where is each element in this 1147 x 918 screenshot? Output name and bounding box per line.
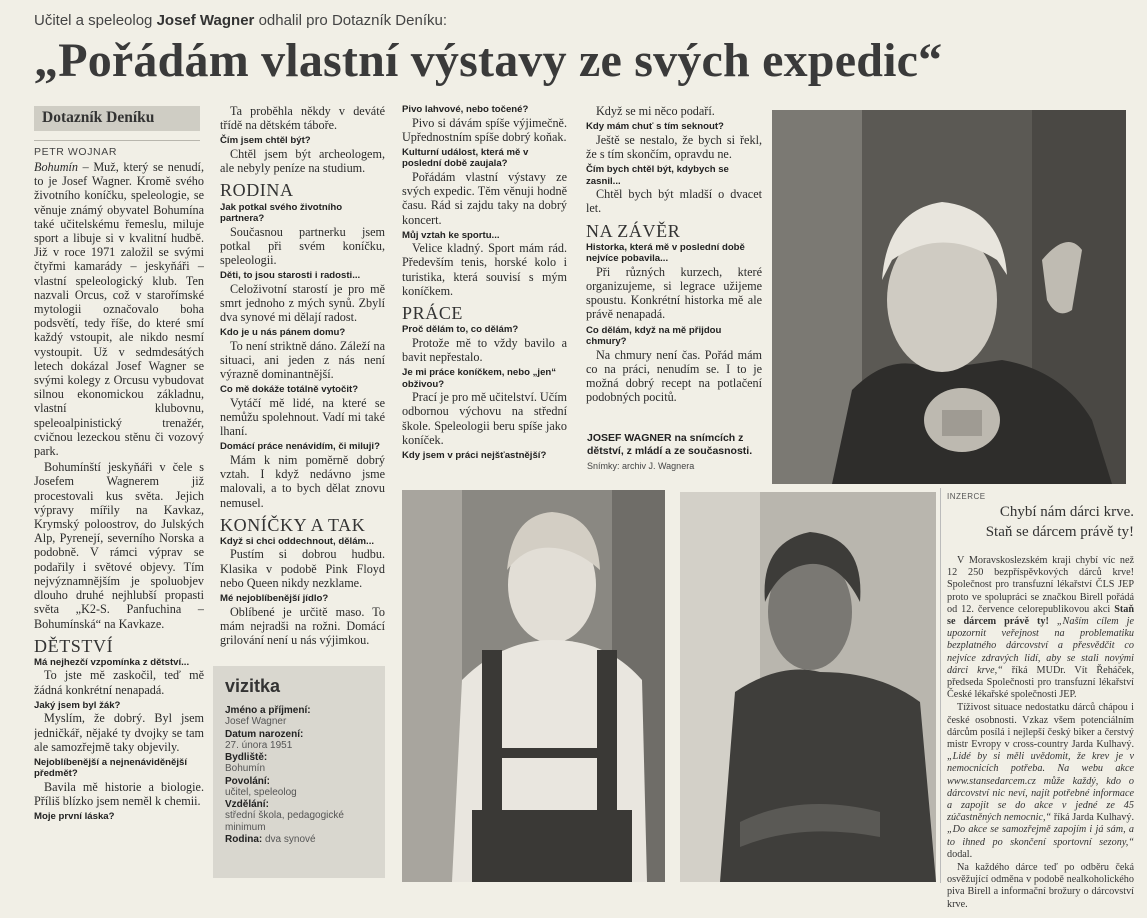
photo-young-adult-image [680, 492, 936, 882]
answer: Myslím, že dobrý. Byl jsem jedničkář, nějaké ty dvojky se tam ale samozřejmě taky objevily. [34, 711, 204, 754]
photo-childhood [402, 490, 665, 882]
photo-present-day [772, 110, 1126, 484]
column-4 [586, 104, 762, 424]
vizitka-box [213, 666, 385, 878]
photo-childhood-image [402, 490, 665, 882]
vizitka-title: vizitka [225, 676, 281, 696]
question: Jak potkal svého životního partnera? [220, 201, 343, 225]
answer: Při různých kurzech, které organizujeme, si legrace užijeme spoustu. Konkrétní historka mě ale právě nenapadá. [586, 264, 762, 322]
answer: Protože mě to vždy bavilo a bavit nepřestalo. [402, 335, 567, 364]
question: Můj vztah ke sportu... [402, 229, 500, 241]
answer: Na chmury není čas. Pořád mám co na práci, nenudím se. I to je možná dobrý recept na potlačení podobných pocitů. [586, 347, 762, 405]
answer: Chtěl jsem být archeologem, ale nebyly peníze na studium. [220, 146, 385, 176]
question: Pivo lahvové, nebo točené? [402, 104, 529, 115]
question: Mé nejoblíbenější jídlo? [220, 593, 329, 605]
question: Kdy jsem v práci nejšťastnější? [402, 449, 547, 461]
vizitka-label: Vzdělání: [225, 799, 269, 810]
advert-text: V Moravskoslezském kraji chybí víc než 12 250 bezpříspěvkových dárců krve! Společnost pro transfuzní lékařství ČLS JEP proto ve spolupráci se značkou Birell pořádá od 12. července celorepublikovou akci [947, 555, 1134, 615]
advert-quote: „Do akce se samozřejmě zapojím i já sám, a to ihned po skončení sportovní sezony,“ [947, 824, 1134, 848]
column-1 [34, 160, 204, 880]
section-zaver: NA ZÁVĚR [586, 220, 681, 241]
vizitka-label: Datum narození: [225, 728, 304, 740]
answer: Současnou partnerku jsem potkal při svém koníčku, speleologii. [220, 224, 385, 267]
section-konicky: KONÍČKY A TAK [220, 514, 366, 535]
advert-quote: „Naším cílem je upozornit veřejnost na problematiku bezplatného dárcovství a přesvědčit co nejvíce zdravých lidí, aby se stali novými dárci krve,“ [947, 616, 1135, 676]
kicker-prefix: Učitel a speleolog [34, 12, 153, 29]
question: Proč dělám to, co dělám? [402, 324, 519, 336]
answer: Oblíbené je určitě maso. To mám nejradši na rožni. Domácí grilování není u nás výjimkou. [220, 604, 385, 647]
advert-text: dodal. [947, 848, 973, 860]
answer: Pivo si dávám spíše výjimečně. Upřednostním spíše dobrý koňak. [402, 115, 567, 144]
question: Kulturní událost, která mě v poslední době zaujala? [402, 146, 529, 170]
vizitka-value: 27. února 1951 [225, 739, 293, 751]
answer: Ještě se nestalo, že bych si řekl, že s tím skončím, opravdu ne. [586, 132, 762, 161]
advert-text: Staň se dárcem právě ty! [947, 603, 1135, 628]
advert-text: říká Jarda Kulhavý. [1053, 812, 1135, 824]
question: Historka, která mě v poslední době nejvíce pobavila... [586, 241, 745, 265]
vizitka-value: Bohumín [225, 763, 266, 774]
rubric: Dotazník Deníku [34, 106, 200, 131]
answer: Chtěl bych být mladší o dvacet let. [586, 187, 762, 216]
answer: Celoživotní starostí je pro mě smrt jednoho z mých synů. Zbylí dva synové mi dělají radost. [220, 281, 385, 325]
question: Čím jsem chtěl být? [220, 135, 311, 147]
column-3 [402, 104, 567, 484]
question: Je mi práce koníčkem, nebo „jen“ obživou? [402, 367, 557, 390]
question: Domácí práce nenávidím, či miluji? [220, 441, 380, 453]
advert-title-2: Staň se dárcem právě ty! [985, 524, 1134, 540]
intro-place: Bohumín [34, 160, 79, 174]
advert-text: Na každého dárce teď po odběru čeká osvěžující odměna v podobě nealkoholického piva Birell a informační brožury o dárcovství krve. [947, 862, 1134, 910]
headline: „Pořádám vlastní výstavy ze svých expedic“ [34, 34, 943, 87]
kicker-name: Josef Wagner [156, 12, 255, 29]
vizitka-label: Rodina: [225, 834, 263, 845]
answer: Velice kladný. Sport mám rád. Především tenis, horské kolo i turistika, která souvisí s mým koníčkem. [402, 241, 567, 298]
question: Co mě dokáže totálně vytočit? [220, 384, 359, 396]
advert-body [947, 555, 1134, 911]
question: Má nejhezčí vzpomínka z dětství... [34, 656, 190, 668]
answer: Když se mi něco podaří. [596, 104, 715, 118]
answer: Ta proběhla někdy v deváté třídě na dětském táboře. [220, 104, 385, 133]
column-2 [220, 104, 385, 662]
photo-young-adult [680, 492, 936, 882]
section-prace: PRÁCE [402, 303, 464, 324]
answer: To jste mě zaskočil, teď mě žádná konkrétní nenapadá. [34, 668, 204, 697]
question: Jaký jsem byl žák? [34, 699, 121, 711]
question: Nejoblíbenější a nejnenáviděnější předmět? [34, 756, 188, 780]
vizitka-label: Bydliště: [225, 752, 268, 763]
advert-title-1: Chybí nám dárci krve. [999, 504, 1134, 520]
section-rodina: RODINA [220, 180, 294, 201]
answer: Pořádám vlastní výstavy ze svých expedic. Těm věnuji hodně času. Rád si zajdu taky na dobrý koncert. [402, 169, 567, 227]
vizitka-value: učitel, speleolog [225, 786, 297, 798]
advert-quote: „Lidé by si měli uvědomit, že krev je v nemocnicích potřeba. Na webu akce www.stansedarcem.cz může každý, kdo o dárcovství nic neví, najít potřebné informace a zapojit se do akce v jedné ze 45 zúčastněných nemocnic,“ [947, 751, 1134, 824]
question: Co dělám, když na mě přijdou chmury? [586, 324, 722, 348]
advert-text: Tíživost situace nedostatku dárců chápou i české osobnosti. Vzkaz všem potenciálním dárcům posílá i nejlepší český biker a čerstvý mistr Evropy v cross-country Jarda Kulhavý. [947, 702, 1134, 751]
answer: To není striktně dáno. Záleží na situaci, ani jeden z nás není výrazně dominantnější. [220, 338, 385, 382]
byline: PETR WOJNAR [34, 146, 118, 158]
caption-text: JOSEF WAGNER na snímcích z dětství, z mládí a ze současnosti. [587, 432, 753, 457]
section-detstvi: DĚTSTVÍ [34, 635, 114, 656]
vizitka-label: Jméno a příjmení: [225, 705, 311, 716]
answer: Bavila mě historie a biologie. Příliš blízko jsem neměl k chemii. [34, 779, 204, 809]
vizitka-value: dva synové [265, 834, 316, 845]
question: Děti, to jsou starosti i radosti... [220, 270, 361, 282]
vizitka-value: střední škola, pedagogické minimum [225, 810, 344, 833]
advert [940, 488, 1140, 910]
answer: Vytáčí mě lidé, na které se nemůžu spolehnout. Vadí mi také lhaní. [220, 395, 385, 439]
answer: Mám k nim poměrně dobrý vztah. I když nedávno jsme malovali, a to bych dělat znovu nemusel. [220, 452, 385, 510]
question: Kdy mám chuť s tím seknout? [586, 121, 724, 133]
intro-text: – Muž, který se nenudí, to je Josef Wagner. Kromě svého životního koníčku, speleologie, se věnuje známý obyvatel Bohumína také učitelskému řemeslu, miluje sport a libuje si v kvalitní hudbě. Již v roce 1971 založil se svými čtyřmi kamarády – jeskyňáři – vlastní speleologický klub. Ten nazvali Orcus, což v starořímské mytologii označovalo boha podsvětí, tedy říše, do které smí každý vstoupit, ale nikdo nesmí vystoupit. Už v sedmdesátých letech dokázal Josef Wagner se svými kolegy z Orcusu vybudovat silnou ekonomickou základnu, vlastní klubovnu, speleoalpinistický trenažér, cvičnou lezeckou stěnu či vozový park. [34, 160, 204, 459]
question: Čím bych chtěl být, kdybych se zasnil... [586, 164, 729, 187]
answer: Prací je pro mě učitelství. Učím odbornou výchovu na střední škole. Speleologii beru spíše jako koníček. [402, 390, 567, 447]
kicker [34, 12, 447, 29]
advert-tag: INZERCE [947, 492, 986, 501]
advert-text: říká MUDr. Vít Řeháček, předseda Společnosti pro transfuzní lékařství České lékařské společnosti JEP. [947, 664, 1134, 701]
photo-caption [587, 432, 762, 473]
answer: Pustím si dobrou hudbu. Klasika v podobě Pink Floyd nebo Queen nikdy nezklame. [220, 547, 385, 590]
question: Kdo je u nás pánem domu? [220, 327, 346, 339]
photo-present-day-image [772, 110, 1126, 484]
kicker-suffix: odhalil pro Dotazník Deníku: [258, 12, 447, 29]
question: Když si chci oddechnout, dělám... [220, 535, 375, 547]
photo-credit: Snímky: archiv J. Wagnera [587, 461, 695, 471]
vizitka-value: Josef Wagner [225, 716, 287, 727]
paragraph-2: Bohumínští jeskyňáři v čele s Josefem Wagnerem již procestovali kus světa. Jejich výpravy mířily na Kavkaz, Krymský poloostrov, do Julských Alp, Pyrenejí, severního Norska a podobně. V rámci výprav se podařily i světové objevy. Tím nejvýznamnějším je spoluobjev dlouho druhé nejhlubší propasti světa „K2-S. Panfuchina – Bohumínská“ na Kavkaze. [34, 460, 204, 631]
question: Moje první láska? [34, 811, 115, 823]
vizitka-label: Povolání: [225, 775, 271, 787]
byline-rule [34, 140, 200, 141]
